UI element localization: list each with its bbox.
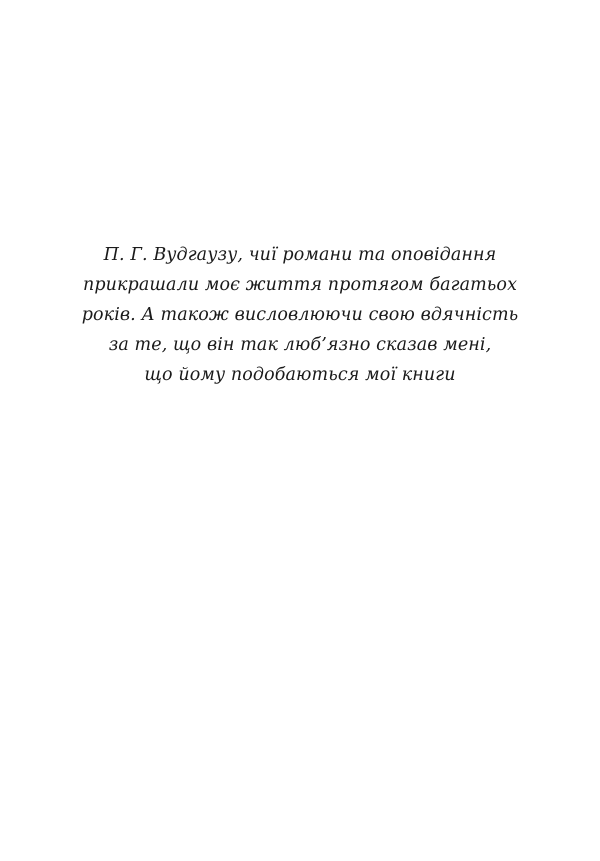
dedication-text bbox=[80, 240, 520, 390]
dedication-line: за те, що він так люб’язно сказав мені, bbox=[108, 335, 492, 355]
dedication-line: що йому подобаються мої книги bbox=[144, 365, 456, 385]
dedication-line: прикрашали моє життя протягом багатьох bbox=[82, 275, 518, 295]
dedication-line: років. А також висловлюючи свою вдячність bbox=[81, 305, 519, 325]
dedication-line: П. Г. Вудгаузу, чиї романи та оповідання bbox=[103, 245, 497, 265]
